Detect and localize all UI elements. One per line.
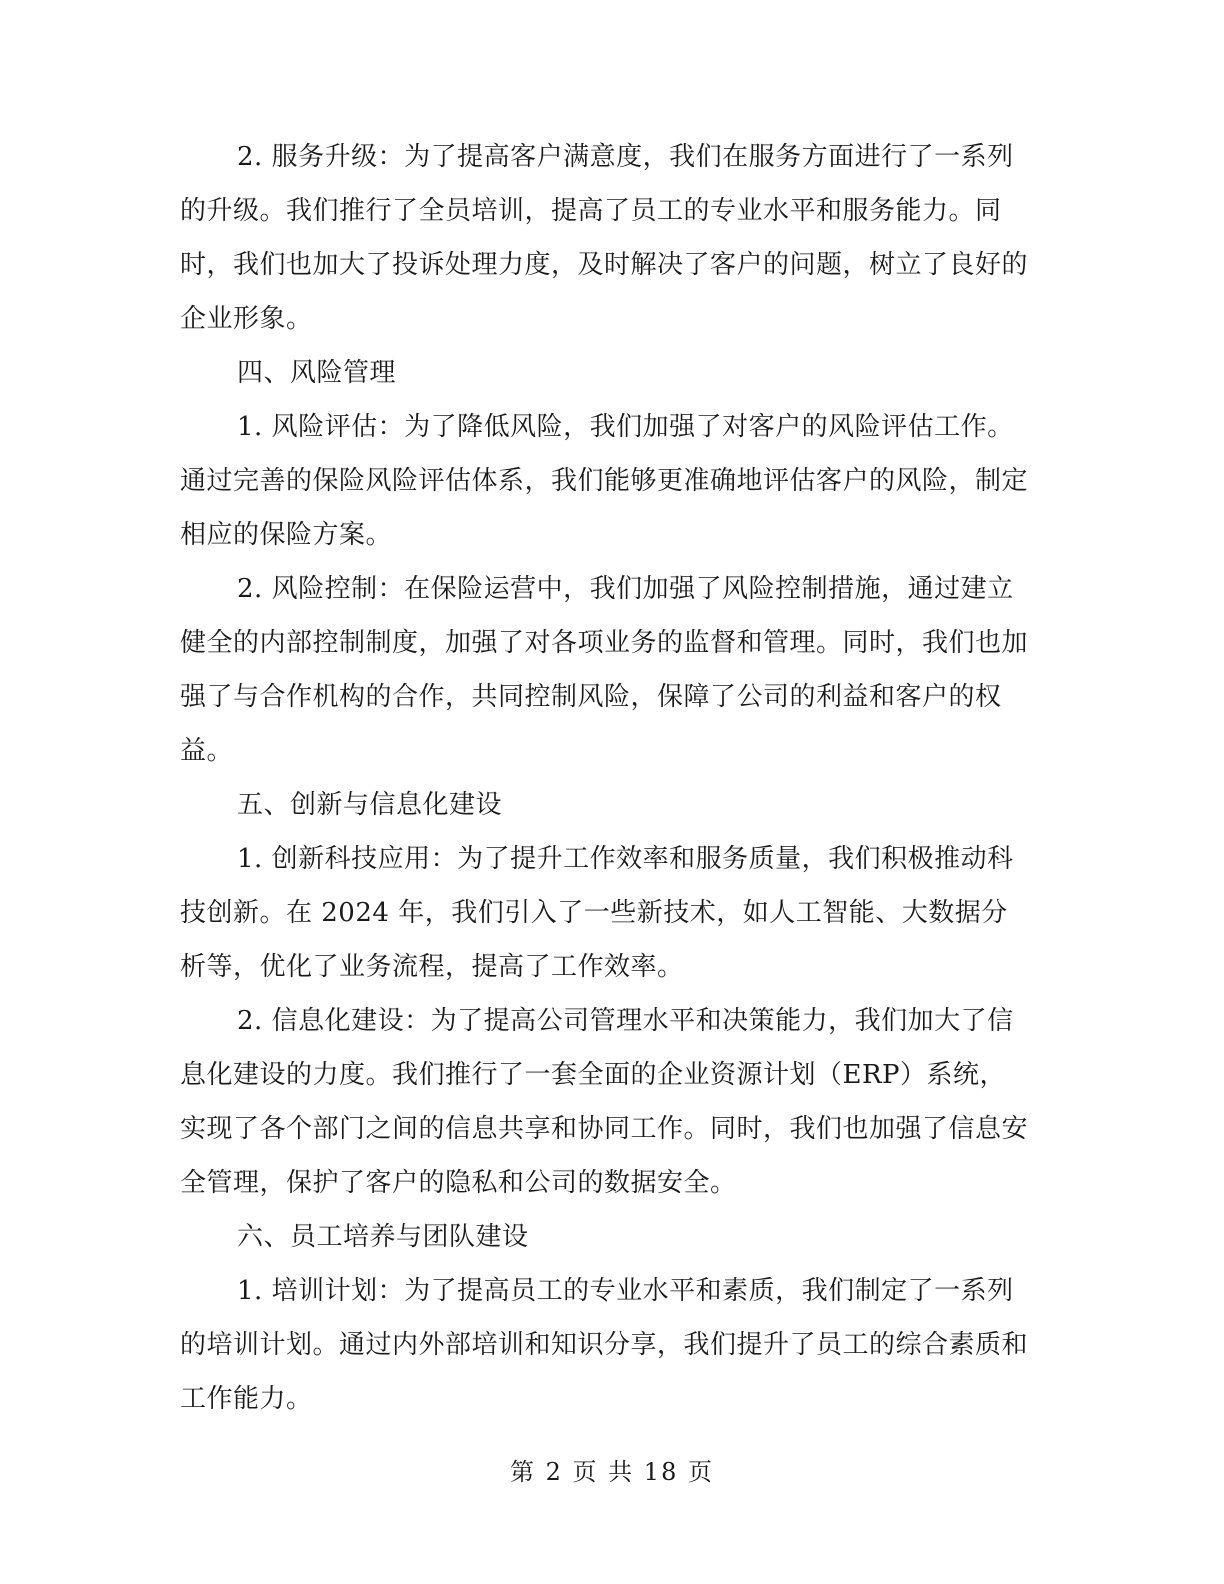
section-heading-risk-management: 四、风险管理 (237, 358, 397, 388)
paragraph-risk-assessment: 1. 风险评估：为了降低风险，我们加强了对客户的风险评估工作。通过完善的保险风险评估体系，我们能够更准确地评估客户的风险，制定相应的保险方案。 (180, 412, 1029, 550)
page-number-footer: 第 2 页 共 18 页 (510, 1458, 714, 1486)
paragraph-training-plan: 1. 培训计划：为了提高员工的专业水平和素质，我们制定了一系列的培训计划。通过内外部培训和知识分享，我们提升了员工的综合素质和工作能力。 (180, 1276, 1029, 1414)
section-heading-innovation: 五、创新与信息化建设 (237, 790, 503, 820)
document-body (180, 130, 1030, 1426)
paragraph-risk-control: 2. 风险控制：在保险运营中，我们加强了风险控制措施，通过建立健全的内部控制制度，加强了对各项业务的监督和管理。同时，我们也加强了与合作机构的合作，共同控制风险，保障了公司的利益和客户的权益。 (180, 574, 1029, 766)
paragraph-service-upgrade: 2. 服务升级：为了提高客户满意度，我们在服务方面进行了一系列的升级。我们推行了全员培训，提高了员工的专业水平和服务能力。同时，我们也加大了投诉处理力度，及时解决了客户的问题，树立了良好的企业形象。 (180, 142, 1029, 334)
paragraph-informatization: 2. 信息化建设：为了提高公司管理水平和决策能力，我们加大了信息化建设的力度。我们推行了一套全面的企业资源计划（ERP）系统，实现了各个部门之间的信息共享和协同工作。同时，我们也加强了信息安全管理，保护了客户的隐私和公司的数据安全。 (180, 1006, 1029, 1198)
section-heading-staff-training: 六、员工培养与团队建设 (237, 1222, 529, 1252)
paragraph-tech-application: 1. 创新科技应用：为了提升工作效率和服务质量，我们积极推动科技创新。在 2024 年，我们引入了一些新技术，如人工智能、大数据分析等，优化了业务流程，提高了工作效率。 (180, 844, 1014, 982)
